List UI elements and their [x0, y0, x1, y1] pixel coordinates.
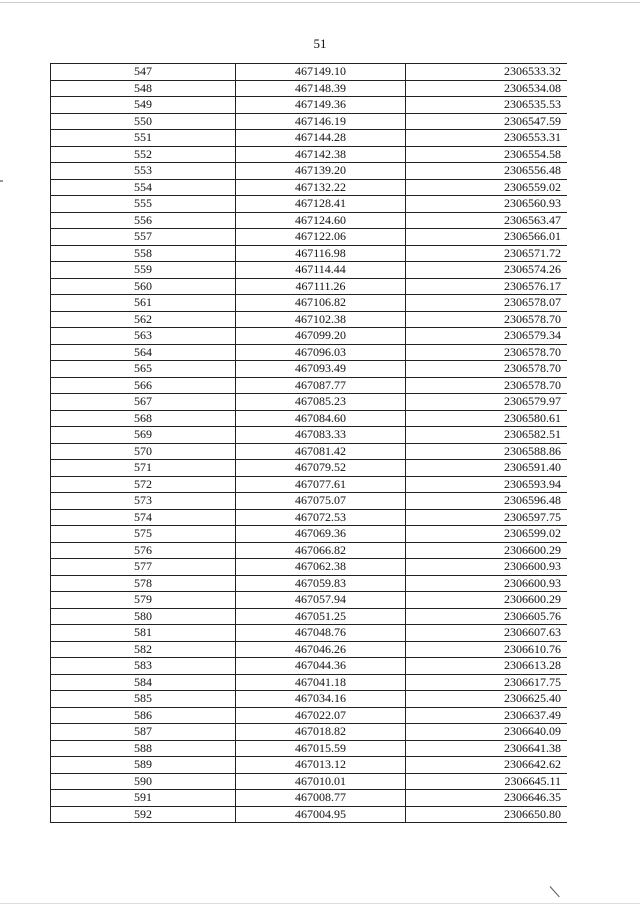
y-coordinate-cell: 2306617.75 — [406, 674, 568, 691]
y-coordinate-cell: 2306646.35 — [406, 790, 568, 807]
table-row — [51, 64, 568, 81]
table-row — [51, 493, 568, 510]
table-row — [51, 262, 568, 279]
table-row — [51, 196, 568, 213]
y-coordinate-cell: 2306580.61 — [406, 410, 568, 427]
y-coordinate-cell: 2306607.63 — [406, 625, 568, 642]
point-number-cell: 568 — [51, 410, 236, 427]
table-row — [51, 476, 568, 493]
x-coordinate-cell: 467057.94 — [236, 592, 406, 609]
point-number-cell: 554 — [51, 179, 236, 196]
point-number-cell: 574 — [51, 509, 236, 526]
point-number-cell: 575 — [51, 526, 236, 543]
y-coordinate-cell: 2306625.40 — [406, 691, 568, 708]
table-row — [51, 674, 568, 691]
x-coordinate-cell: 467114.44 — [236, 262, 406, 279]
x-coordinate-cell: 467083.33 — [236, 427, 406, 444]
x-coordinate-cell: 467111.26 — [236, 278, 406, 295]
y-coordinate-cell: 2306645.11 — [406, 773, 568, 790]
table-row — [51, 377, 568, 394]
y-coordinate-cell: 2306571.72 — [406, 245, 568, 262]
y-coordinate-cell: 2306559.02 — [406, 179, 568, 196]
point-number-cell: 555 — [51, 196, 236, 213]
x-coordinate-cell: 467087.77 — [236, 377, 406, 394]
point-number-cell: 549 — [51, 97, 236, 114]
y-coordinate-cell: 2306600.93 — [406, 559, 568, 576]
x-coordinate-cell: 467044.36 — [236, 658, 406, 675]
y-coordinate-cell: 2306640.09 — [406, 724, 568, 741]
y-coordinate-cell: 2306576.17 — [406, 278, 568, 295]
point-number-cell: 576 — [51, 542, 236, 559]
x-coordinate-cell: 467122.06 — [236, 229, 406, 246]
point-number-cell: 582 — [51, 641, 236, 658]
table-row — [51, 806, 568, 823]
y-coordinate-cell: 2306578.70 — [406, 377, 568, 394]
point-number-cell: 547 — [51, 64, 236, 81]
y-coordinate-cell: 2306533.32 — [406, 64, 568, 81]
x-coordinate-cell: 467116.98 — [236, 245, 406, 262]
x-coordinate-cell: 467099.20 — [236, 328, 406, 345]
point-number-cell: 566 — [51, 377, 236, 394]
x-coordinate-cell: 467081.42 — [236, 443, 406, 460]
point-number-cell: 585 — [51, 691, 236, 708]
x-coordinate-cell: 467041.18 — [236, 674, 406, 691]
x-coordinate-cell: 467093.49 — [236, 361, 406, 378]
point-number-cell: 580 — [51, 608, 236, 625]
x-coordinate-cell: 467062.38 — [236, 559, 406, 576]
y-coordinate-cell: 2306579.97 — [406, 394, 568, 411]
x-coordinate-cell: 467128.41 — [236, 196, 406, 213]
x-coordinate-cell: 467069.36 — [236, 526, 406, 543]
table-row — [51, 575, 568, 592]
point-number-cell: 556 — [51, 212, 236, 229]
table-row — [51, 542, 568, 559]
point-number-cell: 551 — [51, 130, 236, 147]
point-number-cell: 562 — [51, 311, 236, 328]
y-coordinate-cell: 2306597.75 — [406, 509, 568, 526]
point-number-cell: 583 — [51, 658, 236, 675]
x-coordinate-cell: 467079.52 — [236, 460, 406, 477]
y-coordinate-cell: 2306599.02 — [406, 526, 568, 543]
table-row — [51, 344, 568, 361]
y-coordinate-cell: 2306637.49 — [406, 707, 568, 724]
point-number-cell: 586 — [51, 707, 236, 724]
x-coordinate-cell: 467008.77 — [236, 790, 406, 807]
x-coordinate-cell: 467102.38 — [236, 311, 406, 328]
y-coordinate-cell: 2306574.26 — [406, 262, 568, 279]
y-coordinate-cell: 2306605.76 — [406, 608, 568, 625]
point-number-cell: 587 — [51, 724, 236, 741]
table-row — [51, 229, 568, 246]
y-coordinate-cell: 2306642.62 — [406, 757, 568, 774]
x-coordinate-cell: 467013.12 — [236, 757, 406, 774]
x-coordinate-cell: 467034.16 — [236, 691, 406, 708]
x-coordinate-cell: 467077.61 — [236, 476, 406, 493]
x-coordinate-cell: 467051.25 — [236, 608, 406, 625]
x-coordinate-cell: 467148.39 — [236, 80, 406, 97]
y-coordinate-cell: 2306610.76 — [406, 641, 568, 658]
y-coordinate-cell: 2306553.31 — [406, 130, 568, 147]
point-number-cell: 563 — [51, 328, 236, 345]
y-coordinate-cell: 2306534.08 — [406, 80, 568, 97]
y-coordinate-cell: 2306578.07 — [406, 295, 568, 312]
y-coordinate-cell: 2306535.53 — [406, 97, 568, 114]
table-row — [51, 641, 568, 658]
point-number-cell: 559 — [51, 262, 236, 279]
table-row — [51, 740, 568, 757]
table-row — [51, 509, 568, 526]
x-coordinate-cell: 467046.26 — [236, 641, 406, 658]
point-number-cell: 588 — [51, 740, 236, 757]
table-row — [51, 130, 568, 147]
table-row — [51, 146, 568, 163]
table-row — [51, 361, 568, 378]
table-row — [51, 328, 568, 345]
table-row — [51, 179, 568, 196]
table-row — [51, 394, 568, 411]
x-coordinate-cell: 467059.83 — [236, 575, 406, 592]
table-row — [51, 163, 568, 180]
y-coordinate-cell: 2306578.70 — [406, 344, 568, 361]
y-coordinate-cell: 2306582.51 — [406, 427, 568, 444]
y-coordinate-cell: 2306554.58 — [406, 146, 568, 163]
x-coordinate-cell: 467085.23 — [236, 394, 406, 411]
point-number-cell: 589 — [51, 757, 236, 774]
table-row — [51, 608, 568, 625]
table-row — [51, 427, 568, 444]
y-coordinate-cell: 2306600.29 — [406, 592, 568, 609]
x-coordinate-cell: 467015.59 — [236, 740, 406, 757]
table-row — [51, 97, 568, 114]
point-number-cell: 564 — [51, 344, 236, 361]
x-coordinate-cell: 467018.82 — [236, 724, 406, 741]
point-number-cell: 571 — [51, 460, 236, 477]
x-coordinate-cell: 467144.28 — [236, 130, 406, 147]
x-coordinate-cell: 467142.38 — [236, 146, 406, 163]
point-number-cell: 591 — [51, 790, 236, 807]
point-number-cell: 581 — [51, 625, 236, 642]
coordinate-table-container — [50, 63, 567, 831]
y-coordinate-cell: 2306593.94 — [406, 476, 568, 493]
coordinate-table-body — [51, 64, 568, 823]
point-number-cell: 550 — [51, 113, 236, 130]
y-coordinate-cell: 2306563.47 — [406, 212, 568, 229]
table-row — [51, 245, 568, 262]
point-number-cell: 552 — [51, 146, 236, 163]
x-coordinate-cell: 467149.36 — [236, 97, 406, 114]
x-coordinate-cell: 467072.53 — [236, 509, 406, 526]
point-number-cell: 561 — [51, 295, 236, 312]
x-coordinate-cell: 467149.10 — [236, 64, 406, 81]
point-number-cell: 548 — [51, 80, 236, 97]
scan-edge-line-bottom — [0, 903, 640, 904]
table-row — [51, 311, 568, 328]
y-coordinate-cell: 2306596.48 — [406, 493, 568, 510]
table-row — [51, 707, 568, 724]
y-coordinate-cell: 2306578.70 — [406, 311, 568, 328]
y-coordinate-cell: 2306547.59 — [406, 113, 568, 130]
x-coordinate-cell: 467106.82 — [236, 295, 406, 312]
page-number: 51 — [313, 36, 327, 51]
x-coordinate-cell: 467084.60 — [236, 410, 406, 427]
x-coordinate-cell: 467146.19 — [236, 113, 406, 130]
point-number-cell: 558 — [51, 245, 236, 262]
y-coordinate-cell: 2306641.38 — [406, 740, 568, 757]
point-number-cell: 590 — [51, 773, 236, 790]
point-number-cell: 569 — [51, 427, 236, 444]
point-number-cell: 565 — [51, 361, 236, 378]
y-coordinate-cell: 2306600.29 — [406, 542, 568, 559]
x-coordinate-cell: 467004.95 — [236, 806, 406, 823]
x-coordinate-cell: 467048.76 — [236, 625, 406, 642]
scan-margin-mark — [0, 180, 3, 182]
table-row — [51, 295, 568, 312]
point-number-cell: 573 — [51, 493, 236, 510]
table-row — [51, 443, 568, 460]
y-coordinate-cell: 2306591.40 — [406, 460, 568, 477]
y-coordinate-cell: 2306613.28 — [406, 658, 568, 675]
table-row — [51, 410, 568, 427]
x-coordinate-cell: 467022.07 — [236, 707, 406, 724]
table-row — [51, 559, 568, 576]
x-coordinate-cell: 467096.03 — [236, 344, 406, 361]
y-coordinate-cell: 2306650.80 — [406, 806, 568, 823]
y-coordinate-cell: 2306578.70 — [406, 361, 568, 378]
point-number-cell: 567 — [51, 394, 236, 411]
x-coordinate-cell: 467010.01 — [236, 773, 406, 790]
table-row — [51, 212, 568, 229]
y-coordinate-cell: 2306579.34 — [406, 328, 568, 345]
y-coordinate-cell: 2306566.01 — [406, 229, 568, 246]
point-number-cell: 592 — [51, 806, 236, 823]
point-number-cell: 579 — [51, 592, 236, 609]
x-coordinate-cell: 467124.60 — [236, 212, 406, 229]
table-row — [51, 460, 568, 477]
x-coordinate-cell: 467132.22 — [236, 179, 406, 196]
scan-edge-line — [0, 2, 640, 3]
x-coordinate-cell: 467139.20 — [236, 163, 406, 180]
table-row — [51, 790, 568, 807]
table-row — [51, 658, 568, 675]
point-number-cell: 570 — [51, 443, 236, 460]
x-coordinate-cell: 467075.07 — [236, 493, 406, 510]
table-row — [51, 625, 568, 642]
point-number-cell: 560 — [51, 278, 236, 295]
point-number-cell: 557 — [51, 229, 236, 246]
point-number-cell: 553 — [51, 163, 236, 180]
table-row — [51, 773, 568, 790]
table-row — [51, 691, 568, 708]
point-number-cell: 584 — [51, 674, 236, 691]
table-row — [51, 278, 568, 295]
y-coordinate-cell: 2306556.48 — [406, 163, 568, 180]
y-coordinate-cell: 2306588.86 — [406, 443, 568, 460]
table-row — [51, 592, 568, 609]
table-row — [51, 80, 568, 97]
y-coordinate-cell: 2306600.93 — [406, 575, 568, 592]
table-row — [51, 757, 568, 774]
y-coordinate-cell: 2306560.93 — [406, 196, 568, 213]
point-number-cell: 578 — [51, 575, 236, 592]
table-row — [51, 526, 568, 543]
point-number-cell: 572 — [51, 476, 236, 493]
x-coordinate-cell: 467066.82 — [236, 542, 406, 559]
table-row — [51, 113, 568, 130]
pen-mark — [550, 886, 560, 897]
table-row — [51, 724, 568, 741]
coordinate-table — [50, 63, 567, 823]
point-number-cell: 577 — [51, 559, 236, 576]
